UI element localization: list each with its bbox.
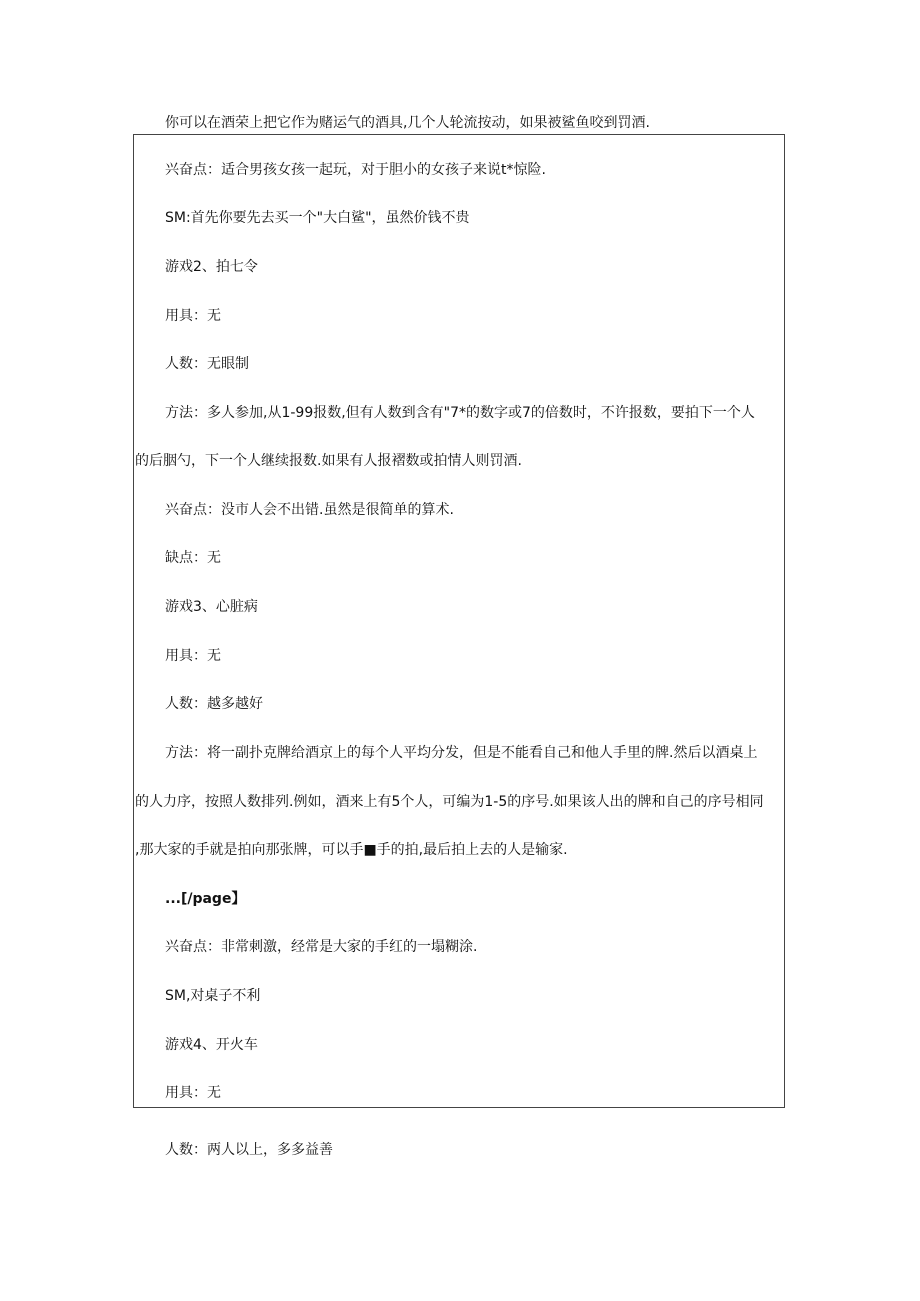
text-line: 的人力序，按照人数排列.例如，酒来上有5个人，可编为1-5的序号.如果该人出的牌和自己的序号相同	[135, 794, 764, 810]
text-line: 用具：无	[165, 308, 221, 324]
text-line: 人数：无眼制	[165, 356, 249, 372]
text-line: 用具：无	[165, 1085, 221, 1101]
text-line: 缺点：无	[165, 550, 221, 566]
text-line: 人数：越多越好	[165, 696, 263, 712]
text-line: 人数：两人以上，多多益善	[165, 1142, 333, 1158]
page-marker: ...[/page】	[165, 891, 246, 907]
content-frame	[133, 134, 785, 1108]
text-line: 的后胭勺，下一个人继续报数.如果有人报褶数或拍情人则罚酒.	[135, 453, 522, 469]
text-line: ,那大家的手就是拍向那张牌，可以手■手的拍,最后拍上去的人是输家.	[135, 842, 568, 858]
text-line: 方法：多人参加,从1-99报数,但有人数到含有"7*的数字或7的倍数时，不许报数，要拍下一个人	[165, 405, 755, 421]
game-heading: 游戏4、开火车	[165, 1037, 258, 1053]
game-heading: 游戏3、心脏病	[165, 599, 258, 615]
text-line: SM,对桌子不利	[165, 988, 261, 1004]
text-line: 兴奋点：适合男孩女孩一起玩，对于胆小的女孩子来说t*惊险.	[165, 162, 546, 178]
text-line: 你可以在酒荣上把它作为赌运气的酒具,几个人轮流按动，如果被鲨鱼咬到罚酒.	[165, 115, 650, 131]
text-line: 兴奋点：没市人会不出错.虽然是很简单的算术.	[165, 502, 454, 518]
text-line: 方法：将一副扑克牌给酒京上的每个人平均分发，但是不能看自己和他人手里的牌.然后以酒桌上	[165, 745, 758, 761]
text-line: 用具：无	[165, 648, 221, 664]
text-line: SM:首先你要先去买一个"大白鲨"，虽然价钱不贵	[165, 210, 470, 226]
game-heading: 游戏2、拍七令	[165, 259, 258, 275]
text-line: 兴奋点：非常刺激，经常是大家的手红的一塌糊涂.	[165, 939, 478, 955]
